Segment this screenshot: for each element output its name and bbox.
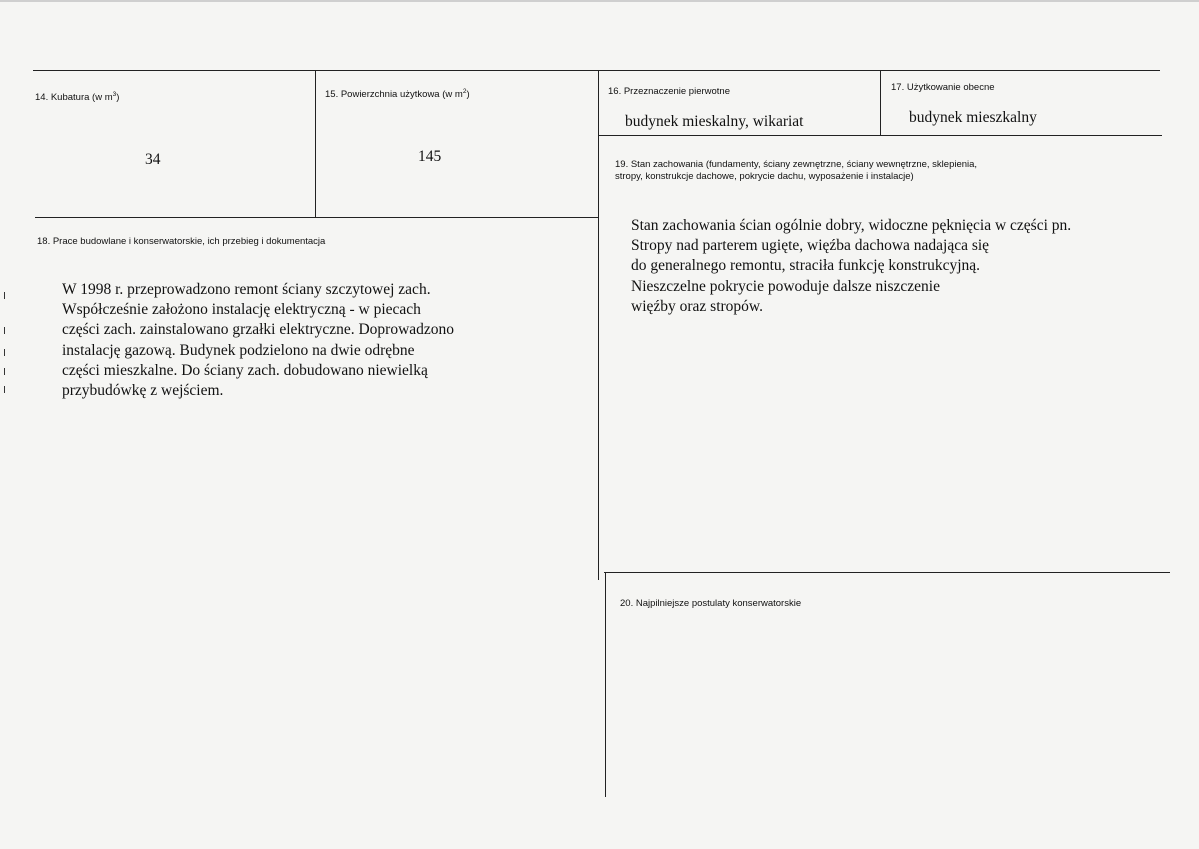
prace-line: instalację gazową. Budynek podzielono na dwie odrębne: [62, 341, 415, 359]
stan-line: Stan zachowania ścian ogólnie dobry, widoczne pęknięcia w części pn.: [631, 217, 1072, 234]
stan-line: więźby oraz stropów.: [631, 297, 763, 315]
top-rule: [33, 70, 1160, 71]
stan-line: do generalnego remontu, straciła funkcję konstrukcyjną.: [631, 257, 981, 275]
prace-line: przybudówkę z wejściem.: [62, 382, 224, 400]
postulaty-label: 20. Najpilniejsze postulaty konserwatorskie: [620, 598, 802, 609]
stan-label: 19. Stan zachowania (fundamenty, ściany zewnętrzne, ściany wewnętrzne, sklepienia, stropy, konstrukcje dachowe, pokrycie dachu, wyposażenie i instalacje): [615, 159, 978, 182]
kubatura-label: 14. Kubatura (w $m^3$): [35, 91, 120, 103]
divider-center-lower: [605, 572, 606, 797]
margin-mark: [4, 386, 5, 393]
margin-mark: [4, 368, 5, 375]
rule-14-15-bottom: [35, 217, 599, 218]
margin-mark: [4, 292, 5, 299]
prace-line: Współcześnie założono instalację elektryczną - w piecach: [62, 301, 421, 319]
prace-line: części mieszkalne. Do ściany zach. dobudowano niewielką: [62, 361, 428, 379]
rule-19-bottom: [604, 572, 1170, 573]
przeznaczenie-value: budynek mieskalny, wikariat: [625, 113, 804, 130]
prace-line: części zach. zainstalowano grzałki elektryczne. Doprowadzono: [62, 321, 455, 339]
przeznaczenie-label: 16. Przeznaczenie pierwotne: [608, 86, 730, 97]
prace-line: W 1998 r. przeprowadzono remont ściany szczytowej zach.: [62, 281, 431, 298]
stan-line: Nieszczelne pokrycie powoduje dalsze niszczenie: [631, 277, 940, 295]
powierzchnia-label: 15. Powierzchnia użytkowa (w $m^2$): [325, 88, 470, 100]
powierzchnia-value: 145: [418, 148, 442, 165]
prace-text: [62, 280, 454, 401]
uzytkowanie-label: 17. Użytkowanie obecne: [891, 82, 995, 93]
prace-label: 18. Prace budowlane i konserwatorskie, ich przebieg i dokumentacja: [37, 236, 326, 247]
divider-center: [598, 70, 599, 580]
divider-14-15: [315, 70, 316, 218]
kubatura-value: 34: [145, 151, 161, 168]
stan-line: Stropy nad parterem ugięte, więźba dachowa nadająca się: [631, 237, 990, 255]
divider-16-17: [880, 70, 881, 136]
margin-mark: [4, 327, 5, 334]
margin-mark: [4, 349, 5, 356]
uzytkowanie-value: budynek mieszkalny: [909, 109, 1037, 126]
stan-text: [631, 216, 1071, 317]
